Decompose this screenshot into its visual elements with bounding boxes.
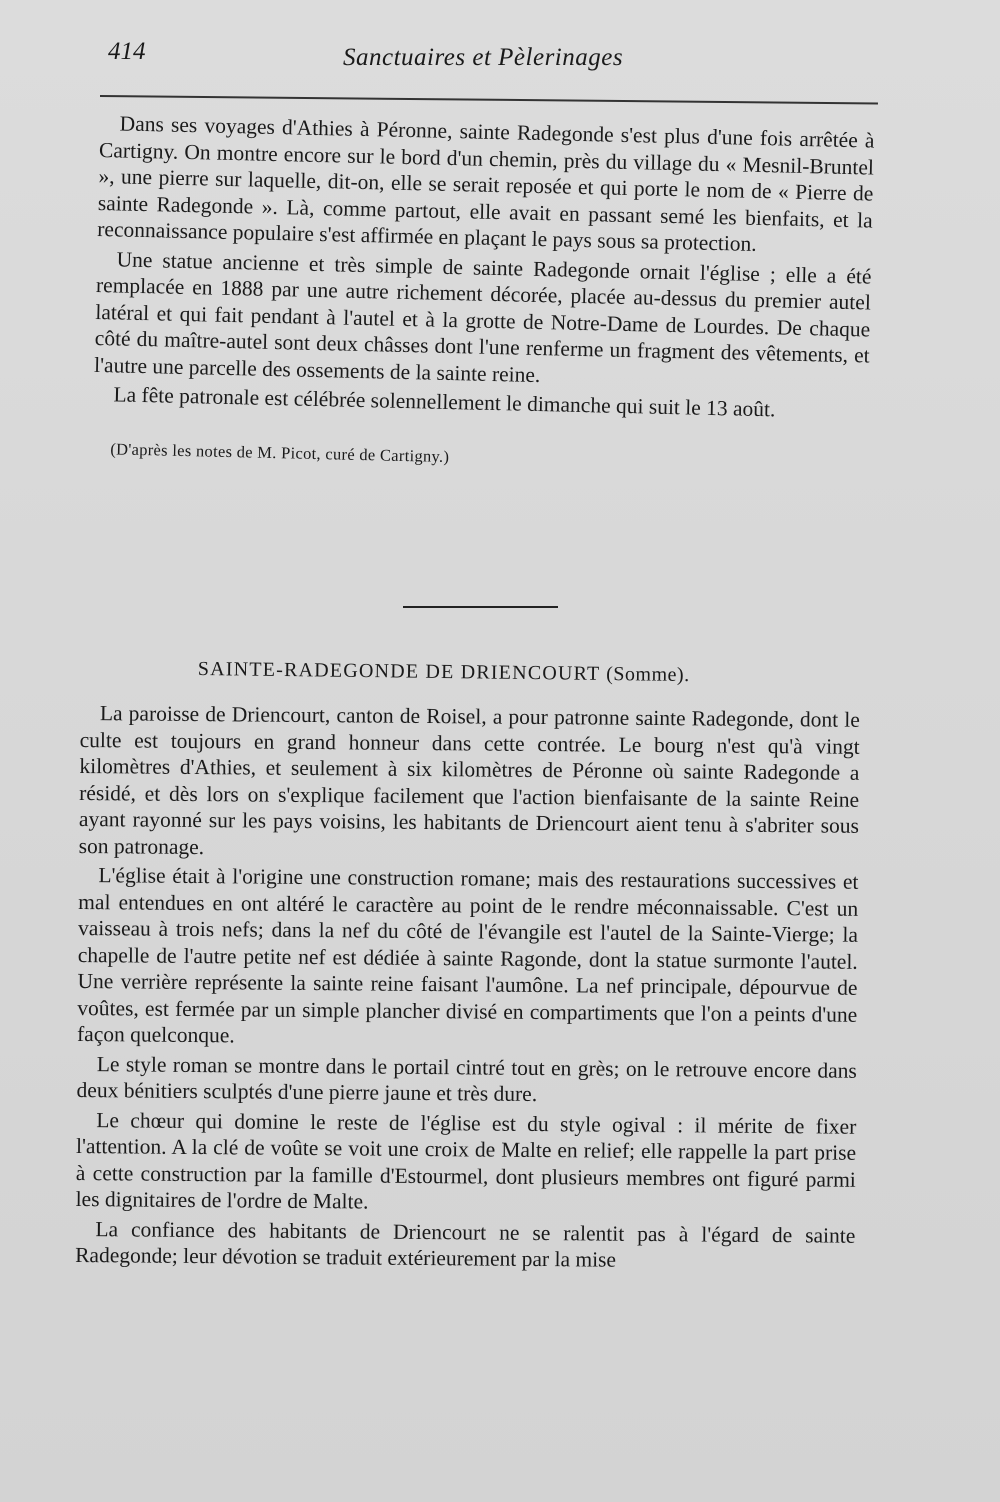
header-rule bbox=[100, 95, 878, 104]
section-body bbox=[75, 700, 860, 1275]
section-separator bbox=[403, 606, 558, 608]
paragraph: L'église était à l'origine une construction romane; mais des restaurations successives et mal entendues en ont altéré le caractère au point de le rendre méconnaissable. C'est un vaisseau à trois nefs; dans la nef du côté de l'évangile est l'autel de la Sainte-Vierge; la chapelle de l'autre petite nef est dédiée à sainte Ragonde, dont la statue surmonte l'autel. Une verrière représente la sainte reine faisant l'aumône. La nef principale, dépourvue de voûtes, est fermée par un simple plancher divisé en compartiments que l'on a peints d'une façon quelconque. bbox=[76, 863, 859, 1048]
section-title: SAINTE-RADEGONDE DE DRIENCOURT bbox=[197, 658, 601, 685]
paragraph: La fête patronale est célébrée solennellement le dimanche qui suit le 13 août. bbox=[113, 382, 776, 422]
page-header bbox=[108, 30, 880, 90]
paragraph: La confiance des habitants de Driencourt ne se ralentit pas à l'égard de sainte Radegonde; leur dévotion se traduit extérieurement par la mise bbox=[75, 1216, 856, 1272]
previous-article-text bbox=[92, 110, 875, 477]
paragraph: La paroisse de Driencourt, canton de Roisel, a pour patronne sainte Radegonde, dont le culte est toujours en grand honneur dans cette contrée. Le bourg n'est qu'à vingt kilomètres d'Athies, et seulement à six kilomètres de Péronne où sainte Radegonde a résidé, et dès lors on s'explique facilement que l'action bienfaisante de la sainte Reine ayant rayonné sur les pays voisins, les habitants de Driencourt aient tenu à s'abriter sous son patronage. bbox=[78, 701, 860, 859]
paragraph: Le style roman se montre dans le portail cintré tout en grès; on le retrouve encore dans deux bénitiers sculptés d'une pierre jaune et très dure. bbox=[76, 1051, 857, 1107]
paragraph: Le chœur qui domine le reste de l'église est du style ogival : il mérite de fixer l'attention. A la clé de voûte se voit une croix de Malte en relief; elle rappelle la part prise à cette construction par la famille d'Estourmel, dont plusieurs membres ont figuré parmi les dignitaires de l'ordre de Malte. bbox=[75, 1107, 857, 1214]
source-note: (D'après les notes de M. Picot, curé de Cartigny.) bbox=[110, 438, 450, 466]
running-title: Sanctuaires et Pèlerinages bbox=[343, 44, 624, 71]
paragraph: Une statue ancienne et très simple de sainte Radegonde ornait l'église ; elle a été remplacée en 1888 par une autre richement décorée, placée au-dessus du premier autel latéral et qui fait pendant à l'autel et à la grotte de Notre-Dame de Lourdes. De chaque côté du maître-autel sont deux châsses dont l'une renferme un fragment des vêtements, et l'autre une parcelle des ossements de la sainte reine. bbox=[93, 246, 872, 387]
section-region: (Somme). bbox=[606, 662, 690, 687]
section-heading bbox=[198, 658, 690, 687]
paragraph: Dans ses voyages d'Athies à Péronne, sainte Radegonde s'est plus d'une fois arrêtée à Cartigny. On montre encore sur le bord d'un chemin, près du village du « Mesnil-Bruntel », une pierre sur laquelle, dit-on, elle se serait reposée et qui porte le nom de « Pierre de sainte Radegonde ». Là, comme partout, elle avait en passant semé les bienfaits, et la reconnaissance populaire s'est affirmée en plaçant le pays sous sa protection. bbox=[97, 111, 875, 256]
page-number: 414 bbox=[108, 38, 146, 65]
